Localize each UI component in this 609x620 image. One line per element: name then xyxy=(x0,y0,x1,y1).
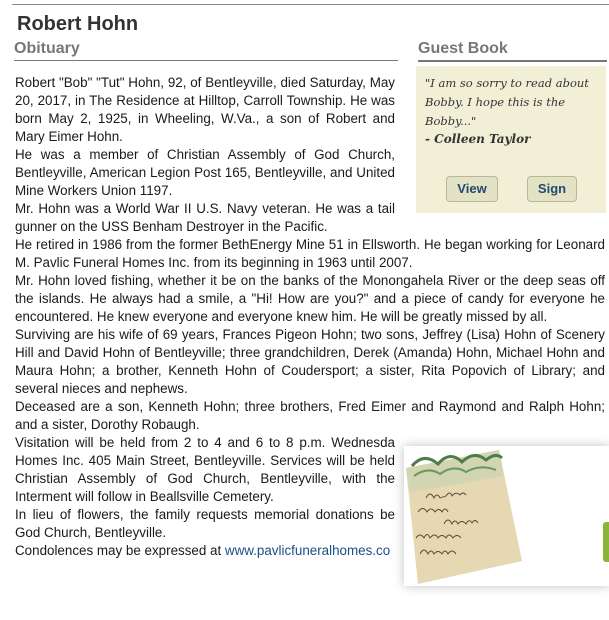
obituary-paragraph: Visitation will be held from 2 to 4 and 6 to 8 p.m. Wednesda Homes Inc. 405 Main Street, Bentleyville. Services will be held Christian Assembly of God Church, Bentleyville, with the Interment will follow in Beallsville Cemetery. xyxy=(15,435,395,504)
obituary-paragraph: Mr. Hohn loved fishing, whether it be on the banks of the Monongahela River or the deep seas off the islands. He always had a smile, a "Hi! How are you?" and a piece of candy for everyone he encountered. He knew everyone and everyone knew him. He will be greatly missed by all. xyxy=(15,273,605,324)
obituary-paragraph: Deceased are a son, Kenneth Hohn; three brothers, Fred Eimer and Raymond and Ralph Hohn; and a sister, Dorothy Robaugh. xyxy=(15,399,605,432)
obituary-paragraph: He retired in 1986 from the former BethEnergy Mine 51 in Ellsworth. He began working for Leonard M. Pavlic Funeral Homes Inc. from its beginning in 1963 until 2007. xyxy=(15,237,605,270)
card-illustration xyxy=(404,446,609,586)
guestbook-author: - Colleen Taylor xyxy=(425,132,531,146)
funeral-home-link[interactable]: www.pavlicfuneralhomes.co xyxy=(224,543,391,558)
obituary-paragraph: He was a member of Christian Assembly of God Church, Bentleyville, American Legion Post 165, Bentleyville, and United Mine Workers Union 1197. xyxy=(15,147,395,198)
guestbook-quote: "I am so sorry to read about Bobby. I hope this is the Bobby..." xyxy=(425,76,589,128)
obituary-paragraph: In lieu of flowers, the family requests memorial donations be God Church, Bentleyville. xyxy=(15,507,395,540)
obituary-paragraph: Surviving are his wife of 69 years, Frances Pigeon Hohn; two sons, Jeffrey (Lisa) Hohn of Scenery Hill and David Hohn of Bentleyville; three grandchildren, Derek (Amanda) Hohn, Michael Hohn and Maura Hohn; a brother, Kenneth Hohn of Coudersport; a sister, Rita Popovich of Library; and several nieces and nephews. xyxy=(15,327,605,396)
page-title: Robert Hohn xyxy=(17,13,139,35)
condolences-text: Condolences may be expressed at xyxy=(15,543,225,558)
obituary-paragraph: Robert "Bob" "Tut" Hohn, 92, of Bentleyville, died Saturday, May 20, 2017, in The Residence at Hilltop, Carroll Township. He was born May 2, 1925, in Wheeling, W.Va., a son of Robert and Mary Eimer Hohn. xyxy=(15,75,395,144)
guestbook-heading: Guest Book xyxy=(418,40,607,62)
top-divider xyxy=(12,4,609,5)
obituary-paragraph: Mr. Hohn was a World War II U.S. Navy veteran. He was a tail gunner on the USS Benham Destroyer in the Pacific. xyxy=(15,201,395,234)
obituary-heading: Obituary xyxy=(14,40,398,61)
handwritten-card-image[interactable] xyxy=(404,446,609,586)
view-button[interactable]: View xyxy=(446,176,498,202)
sign-button[interactable]: Sign xyxy=(527,176,577,202)
side-tab[interactable] xyxy=(603,522,609,562)
